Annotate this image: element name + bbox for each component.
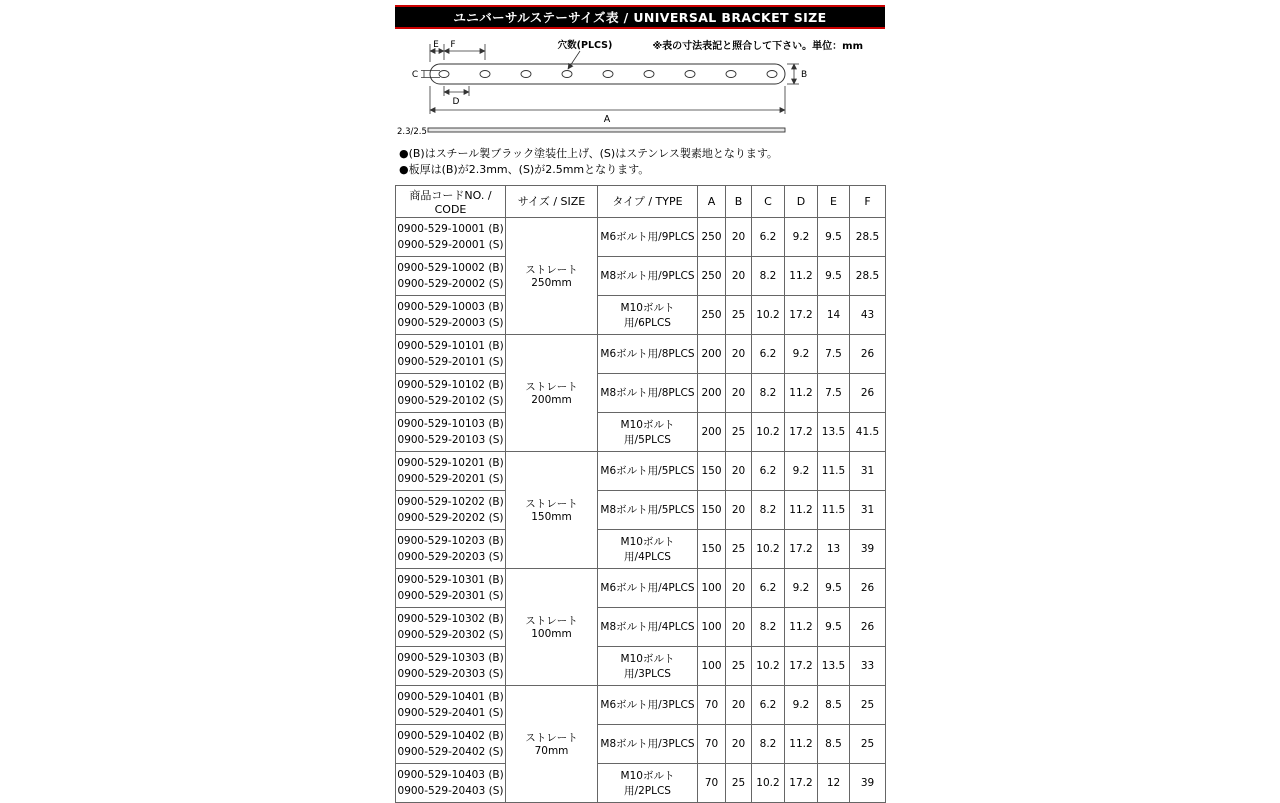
size-cell: ストレート150mm [506,451,598,568]
dim-b-cell: 25 [726,529,752,568]
type-cell: M6ボルト用/3PLCS [598,685,698,724]
type-cell: M6ボルト用/5PLCS [598,451,698,490]
dim-b-cell: 20 [726,451,752,490]
dim-d-cell: 9.2 [785,451,818,490]
dim-c-cell: 8.2 [752,256,785,295]
type-cell: M6ボルト用/4PLCS [598,568,698,607]
product-code-cell: 0900-529-10402 (B) 0900-529-20402 (S) [396,724,506,763]
type-cell: M10ボルト用/6PLCS [598,295,698,334]
dim-d-cell: 17.2 [785,763,818,802]
product-code-cell: 0900-529-10201 (B) 0900-529-20201 (S) [396,451,506,490]
table-row [396,217,886,256]
table-row [396,568,886,607]
table-row [396,256,886,295]
type-cell: M8ボルト用/5PLCS [598,490,698,529]
dim-f-cell: 28.5 [850,217,886,256]
dim-c-cell: 10.2 [752,412,785,451]
size-table [395,185,886,803]
col-header-c: C [752,185,785,217]
type-cell: M8ボルト用/4PLCS [598,607,698,646]
dim-a-cell: 150 [698,529,726,568]
size-table-body [396,217,886,802]
note-thickness: ●板厚は(B)が2.3mm、(S)が2.5mmとなります。 [399,162,650,176]
col-header-f: F [850,185,886,217]
dim-b-cell: 20 [726,568,752,607]
dim-b-cell: 20 [726,256,752,295]
dim-e-cell: 14 [818,295,850,334]
table-row [396,295,886,334]
dim-d-cell: 9.2 [785,568,818,607]
table-row [396,529,886,568]
product-code-cell: 0900-529-10301 (B) 0900-529-20301 (S) [396,568,506,607]
dim-c-cell: 6.2 [752,568,785,607]
dim-label-d: D [452,97,460,107]
dim-b-cell: 20 [726,685,752,724]
dim-f-cell: 31 [850,451,886,490]
dim-a-cell: 150 [698,451,726,490]
dim-label-e: E [433,40,439,50]
dim-f-cell: 39 [850,529,886,568]
dim-c-cell: 6.2 [752,451,785,490]
dim-c-cell: 10.2 [752,646,785,685]
type-cell: M6ボルト用/9PLCS [598,217,698,256]
diagram-note: ※表の寸法表記と照合して下さい。単位：mm [652,41,863,52]
dim-a-cell: 200 [698,334,726,373]
type-cell: M8ボルト用/8PLCS [598,373,698,412]
table-row [396,724,886,763]
table-row [396,334,886,373]
size-cell: ストレート250mm [506,217,598,334]
dim-a-cell: 200 [698,373,726,412]
dim-c-cell: 8.2 [752,607,785,646]
dim-b-cell: 25 [726,295,752,334]
dim-f-cell: 26 [850,373,886,412]
dim-a-cell: 150 [698,490,726,529]
dim-label-c: C [411,70,419,80]
dim-f-cell: 43 [850,295,886,334]
type-cell: M6ボルト用/8PLCS [598,334,698,373]
dim-d-cell: 9.2 [785,685,818,724]
dim-b-cell: 20 [726,607,752,646]
dim-a-cell: 100 [698,568,726,607]
dim-a-cell: 250 [698,295,726,334]
table-row [396,763,886,802]
col-header-a: A [698,185,726,217]
dim-c-cell: 10.2 [752,295,785,334]
type-cell: M8ボルト用/3PLCS [598,724,698,763]
dim-a-cell: 100 [698,646,726,685]
dim-e-cell: 9.5 [818,568,850,607]
dim-b-cell: 20 [726,373,752,412]
dim-d-cell: 17.2 [785,412,818,451]
dim-f-cell: 28.5 [850,256,886,295]
table-row [396,490,886,529]
dim-d-cell: 17.2 [785,646,818,685]
dim-a-cell: 250 [698,256,726,295]
dim-e-cell: 9.5 [818,607,850,646]
dim-b-cell: 25 [726,763,752,802]
dim-f-cell: 26 [850,607,886,646]
holes-count-label: 穴数(PLCS) [557,40,613,51]
dim-d-cell: 17.2 [785,529,818,568]
dim-a-cell: 70 [698,763,726,802]
col-header-d: D [785,185,818,217]
product-code-cell: 0900-529-10203 (B) 0900-529-20203 (S) [396,529,506,568]
dim-e-cell: 9.5 [818,256,850,295]
dim-f-cell: 26 [850,334,886,373]
type-cell: M10ボルト用/3PLCS [598,646,698,685]
dim-e-cell: 11.5 [818,451,850,490]
product-code-cell: 0900-529-10001 (B) 0900-529-20001 (S) [396,217,506,256]
material-notes [399,146,885,178]
dim-label-f: F [450,40,456,50]
product-code-cell: 0900-529-10002 (B) 0900-529-20002 (S) [396,256,506,295]
dim-f-cell: 25 [850,685,886,724]
table-row [396,451,886,490]
bracket-holes [439,71,777,78]
dim-f-cell: 25 [850,724,886,763]
col-header-b: B [726,185,752,217]
dim-c-cell: 10.2 [752,763,785,802]
type-cell: M8ボルト用/9PLCS [598,256,698,295]
bracket-diagram-wrap [395,38,885,142]
table-row [396,412,886,451]
page-title-bar [395,5,885,29]
type-cell: M10ボルト用/4PLCS [598,529,698,568]
product-code-cell: 0900-529-10401 (B) 0900-529-20401 (S) [396,685,506,724]
col-header-size: サイズ / SIZE [506,185,598,217]
product-code-cell: 0900-529-10202 (B) 0900-529-20202 (S) [396,490,506,529]
dim-d-cell: 9.2 [785,217,818,256]
dim-c-cell: 8.2 [752,490,785,529]
dim-e-cell: 13.5 [818,412,850,451]
dim-d-cell: 11.2 [785,256,818,295]
type-cell: M10ボルト用/5PLCS [598,412,698,451]
dim-e-cell: 13.5 [818,646,850,685]
col-header-type: タイプ / TYPE [598,185,698,217]
size-cell: ストレート 70mm [506,685,598,802]
dim-e-cell: 8.5 [818,685,850,724]
dim-e-cell: 7.5 [818,334,850,373]
dim-a-cell: 70 [698,685,726,724]
dim-b-cell: 20 [726,217,752,256]
dim-d-cell: 9.2 [785,334,818,373]
dim-a-cell: 250 [698,217,726,256]
product-code-cell: 0900-529-10101 (B) 0900-529-20101 (S) [396,334,506,373]
dim-b-cell: 20 [726,724,752,763]
table-row [396,607,886,646]
table-row [396,646,886,685]
table-header-row [396,185,886,217]
page-title: ユニバーサルステーサイズ表 / UNIVERSAL BRACKET SIZE [453,10,827,25]
table-row [396,685,886,724]
dim-f-cell: 31 [850,490,886,529]
dim-label-a: A [603,114,611,125]
dim-f-cell: 39 [850,763,886,802]
dim-d-cell: 11.2 [785,724,818,763]
dim-c-cell: 8.2 [752,724,785,763]
thickness-label: 2.3/2.5 [397,127,427,137]
dim-a-cell: 70 [698,724,726,763]
size-cell: ストレート100mm [506,568,598,685]
product-code-cell: 0900-529-10303 (B) 0900-529-20303 (S) [396,646,506,685]
col-header-e: E [818,185,850,217]
dim-d-cell: 17.2 [785,295,818,334]
dim-d-cell: 11.2 [785,607,818,646]
dim-f-cell: 33 [850,646,886,685]
dim-e-cell: 9.5 [818,217,850,256]
dim-e-cell: 13 [818,529,850,568]
dim-b-cell: 20 [726,334,752,373]
product-code-cell: 0900-529-10403 (B) 0900-529-20403 (S) [396,763,506,802]
dim-e-cell: 12 [818,763,850,802]
page-content [395,0,885,803]
dim-d-cell: 11.2 [785,373,818,412]
product-code-cell: 0900-529-10102 (B) 0900-529-20102 (S) [396,373,506,412]
dim-c-cell: 6.2 [752,334,785,373]
dim-a-cell: 200 [698,412,726,451]
dim-a-cell: 100 [698,607,726,646]
product-code-cell: 0900-529-10103 (B) 0900-529-20103 (S) [396,412,506,451]
col-header-code: 商品コードNO. / CODE [396,185,506,217]
dim-e-cell: 11.5 [818,490,850,529]
dim-b-cell: 25 [726,646,752,685]
dim-c-cell: 10.2 [752,529,785,568]
type-cell: M10ボルト用/2PLCS [598,763,698,802]
size-cell: ストレート200mm [506,334,598,451]
dim-f-cell: 41.5 [850,412,886,451]
bracket-diagram [395,38,885,142]
dim-c-cell: 8.2 [752,373,785,412]
dim-b-cell: 20 [726,490,752,529]
dim-b-cell: 25 [726,412,752,451]
note-material: ●(B)はスチール製ブラック塗装仕上げ、(S)はステンレス製素地となります。 [399,147,778,160]
product-code-cell: 0900-529-10003 (B) 0900-529-20003 (S) [396,295,506,334]
dim-c-cell: 6.2 [752,685,785,724]
dim-e-cell: 8.5 [818,724,850,763]
table-row [396,373,886,412]
dim-e-cell: 7.5 [818,373,850,412]
dim-f-cell: 26 [850,568,886,607]
dim-c-cell: 6.2 [752,217,785,256]
dim-d-cell: 11.2 [785,490,818,529]
product-code-cell: 0900-529-10302 (B) 0900-529-20302 (S) [396,607,506,646]
dim-label-b: B [801,70,808,80]
